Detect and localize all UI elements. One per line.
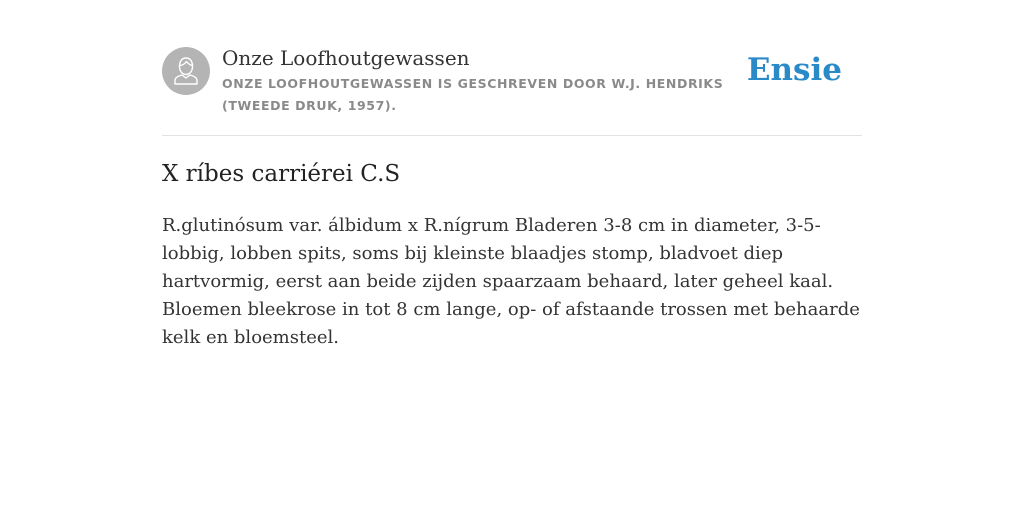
source-description: ONZE LOOFHOUTGEWASSEN IS GESCHREVEN DOOR W.J. HENDRIKS (TWEEDE DRUK, 1957). (222, 76, 724, 113)
user-icon (162, 47, 210, 95)
source-title[interactable]: Onze Loofhoutgewassen (222, 46, 470, 70)
entry-body: R.glutinósum var. álbidum x R.nígrum Bladeren 3-8 cm in diameter, 3-5-lobbig, lobben spits, soms bij kleinste blaadjes stomp, bladvoet diep hartvormig, eerst aan beide zijden spaarzaam behaard, later geheel kaal. Bloemen bleekrose in tot 8 cm lange, op- of afstaande trossen met behaarde kelk en bloemsteel. (162, 215, 860, 348)
ensie-logo-link[interactable]: Ensie (746, 52, 842, 88)
source-header (162, 46, 862, 136)
entry-title: X ríbes carriérei C.S (162, 161, 401, 187)
